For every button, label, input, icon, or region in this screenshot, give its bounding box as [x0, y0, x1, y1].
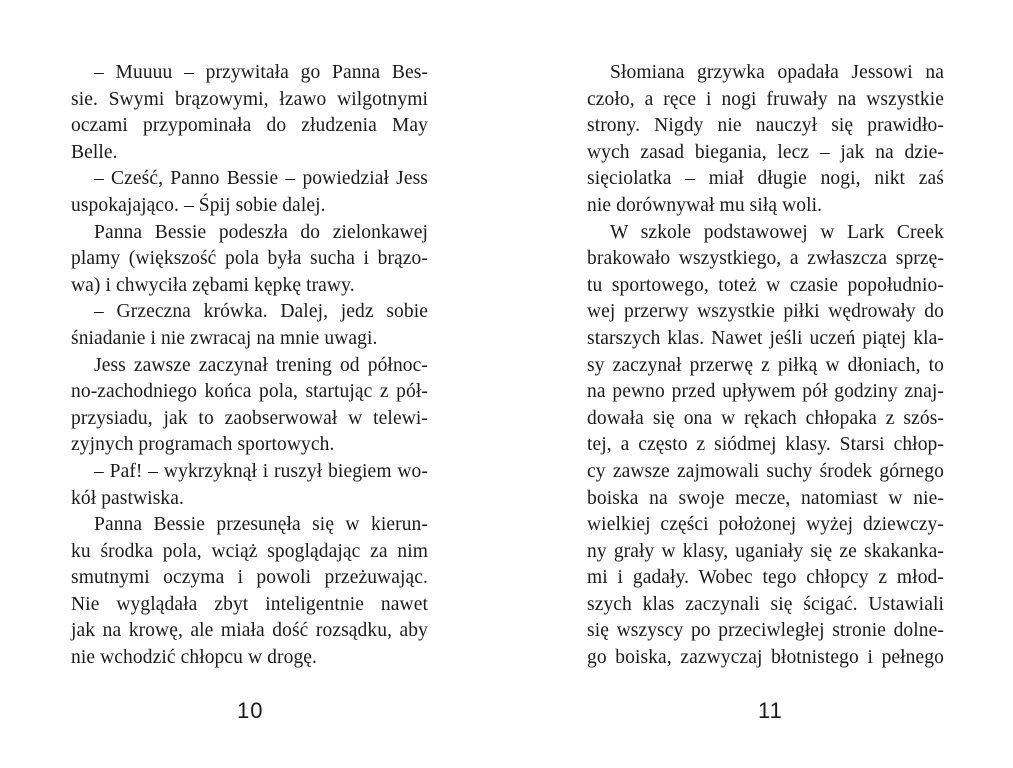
text-line: – Muuuu – przywitała go Panna Bes-	[94, 62, 428, 83]
text-line: dowała się ona w rękach chłopaka z szós-	[587, 407, 944, 429]
text-line: Panna Bessie przesunęła się w kierun-	[94, 514, 428, 536]
text-line: uspokajająco. – Śpij sobie dalej.	[71, 194, 326, 216]
text-line: mi i gadały. Wobec tego chłopcy z młod-	[587, 567, 944, 589]
text-line: jak na krowę, ale miała dość rozsądku, aby	[71, 620, 428, 642]
text-line: no-zachodniego końca pola, startując z pół-	[71, 381, 428, 403]
text-line: – Cześć, Panno Bessie – powiedział Jess	[94, 168, 428, 190]
text-line: smutnymi oczyma i powoli przeżuwając.	[71, 567, 428, 589]
text-line: nie dorównywał mu siłą woli.	[587, 194, 823, 216]
text-line: boiska na swoje mecze, natomiast w nie-	[587, 487, 944, 509]
text-line: sięciolatka – miał długie nogi, nikt zaś	[587, 168, 944, 190]
text-line: zyjnych programach sportowych.	[71, 434, 335, 456]
text-line: sie. Swymi brązowymi, łzawo wilgotnymi	[71, 88, 428, 110]
left-page-text	[71, 60, 428, 672]
text-line: – Grzeczna krówka. Dalej, jedz sobie	[94, 301, 428, 323]
text-line: plamy (większość pola była sucha i brązo-	[71, 248, 428, 270]
text-line: śniadanie i nie zwracaj na mnie uwagi.	[71, 327, 378, 349]
text-line: oczami przypominała do złudzenia May	[71, 115, 428, 137]
text-line: cy zawsze zajmowali suchy środek górnego	[587, 460, 944, 482]
text-line: Belle.	[71, 141, 118, 163]
text-line: czoło, a ręce i nogi fruwały na wszystkie	[587, 88, 944, 110]
text-line: – Paf! – wykrzyknął i ruszył biegiem wo-	[94, 460, 428, 482]
text-line: wa) i chwyciła zębami kępkę trawy.	[71, 274, 355, 296]
text-line: nie wchodzić chłopcu w drogę.	[71, 647, 318, 669]
text-line: tej, a często z siódmej klasy. Starsi chłop-	[587, 434, 944, 456]
text-line: W szkole podstawowej w Lark Creek	[610, 221, 944, 243]
left-page-number: 10	[237, 698, 264, 723]
text-line: na pewno przed upływem pół godziny znaj-	[587, 381, 944, 403]
text-line: sy zaczynał przerwę z piłką w dłoniach, to	[587, 354, 944, 376]
text-line: wych zasad biegania, lecz – jak na dzie-	[587, 141, 944, 163]
text-line: wej przerwy wszystkie piłki wędrowały do	[587, 301, 944, 323]
text-line: Panna Bessie podeszła do zielonkawej	[94, 221, 428, 243]
text-line: go boiska, zazwyczaj błotnistego i pełnego	[587, 647, 944, 669]
text-line: szych klas zaczynali się ścigać. Ustawiali	[587, 593, 944, 615]
text-line: ny grały w klasy, uganiały się ze skakanka-	[587, 540, 944, 562]
text-line: kół pastwiska.	[71, 487, 184, 509]
text-line: przysiadu, jak to zaobserwował w telewi-	[71, 407, 428, 429]
text-line: brakowało wszystkiego, a zwłaszcza sprzę-	[587, 248, 944, 270]
text-line: wielkiej części położonej wyżej dziewczy-	[587, 514, 944, 536]
text-line: strony. Nigdy nie nauczył się prawidło-	[587, 115, 944, 137]
right-page-number: 11	[758, 698, 783, 723]
text-line: się wszyscy po przeciwległej stronie dolne-	[587, 620, 944, 642]
text-line: starszych klas. Nawet jeśli uczeń piątej kla-	[587, 327, 944, 349]
text-line: Słomiana grzywka opadała Jessowi na	[610, 62, 944, 83]
text-line: Nie wyglądała zbyt inteligentnie nawet	[71, 593, 428, 615]
text-line: ku środka pola, wciąż spoglądając za nim	[71, 540, 428, 562]
text-line: Jess zawsze zaczynał trening od północ-	[94, 354, 428, 376]
right-page-text	[587, 60, 944, 672]
text-line: tu sportowego, toteż w czasie popołudnio-	[587, 274, 944, 296]
